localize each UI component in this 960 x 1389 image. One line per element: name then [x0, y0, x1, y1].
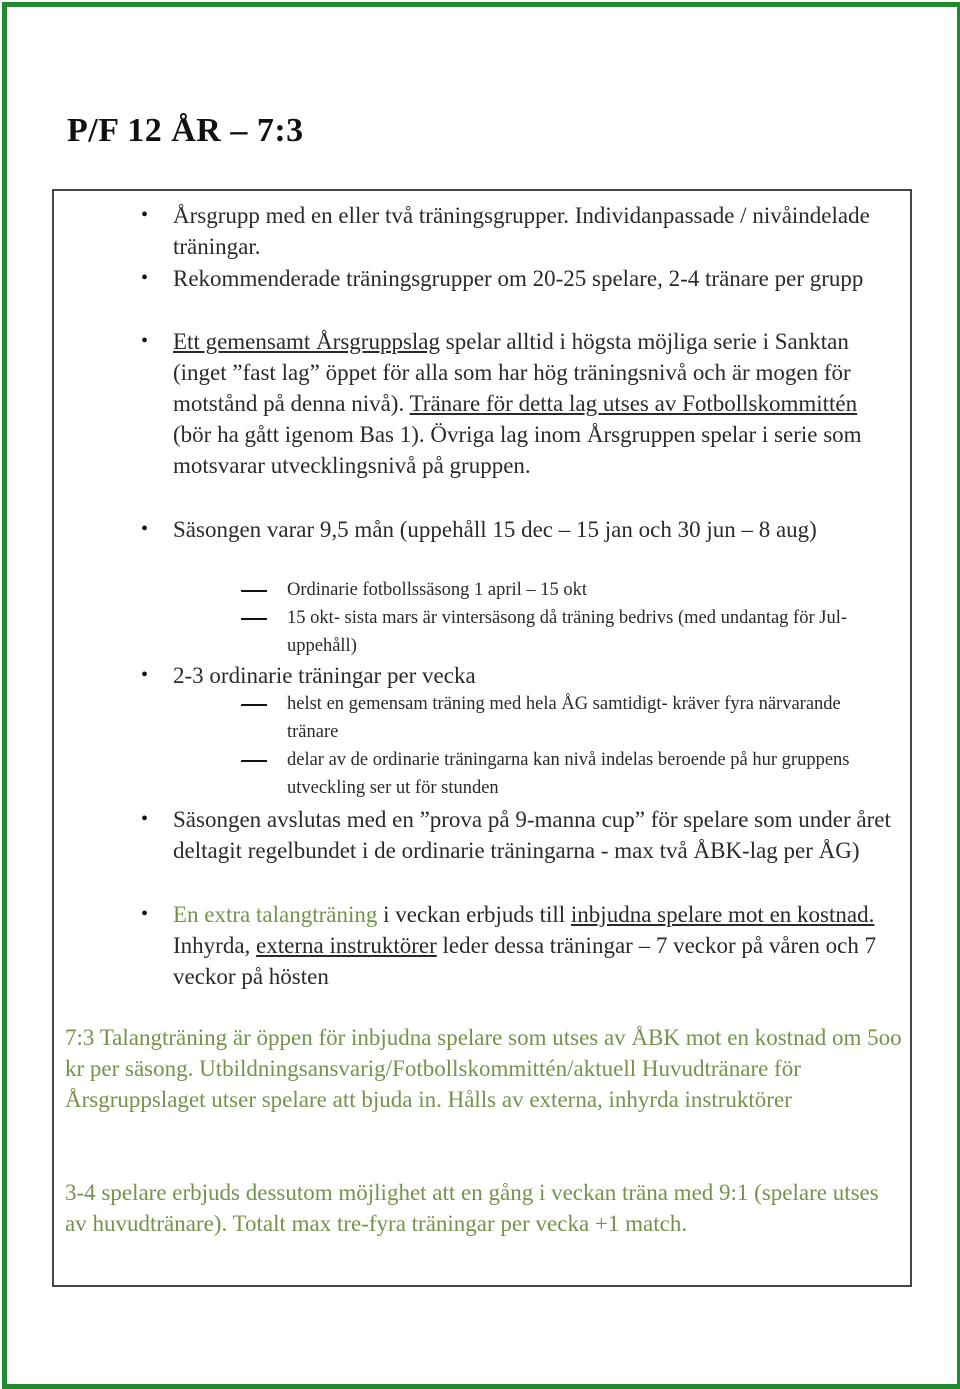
bullet-icon: • — [141, 808, 149, 830]
talent-training-note: 7:3 Talangträning är öppen för inbjudna spelare som utses av ÅBK mot en kostnad om 5oo kr per säsong. Utbildningsansvarig/Fotbollskommittén/aktuell Huvudtränare för Årsgruppslaget utser spelare att bjuda in. Hålls av externa, inhyrda instruktörer — [65, 1025, 902, 1112]
bullet-icon: • — [141, 903, 149, 925]
bullet-text: (bör ha gått igenom Bas 1). Övriga lag inom Årsgruppen spelar i serie som motsvarar utvecklingsnivå på gruppen. — [173, 422, 862, 478]
sub-item-training-2 — [287, 746, 877, 802]
bullet-icon: • — [141, 267, 149, 289]
highlighted-team-text: Ett gemensamt Årsgruppslag — [173, 329, 441, 354]
sub-item-text: delar av de ordinarie träningarna kan nivå indelas beroende på hur gruppens utveckling ser ut för stunden — [287, 750, 850, 798]
sub-item-text: helst en gemensam träning med hela ÅG samtidigt- kräver fyra närvarande tränare — [287, 694, 841, 742]
bullet-icon: • — [141, 518, 149, 540]
external-instructors-text: externa instruktörer — [256, 933, 437, 958]
bullet-icon: • — [141, 204, 149, 226]
bullet-icon: • — [141, 664, 149, 686]
bullet-item-2 — [141, 263, 893, 294]
bullet-text: Inhyrda, — [173, 933, 257, 958]
bullet-text: Säsongen varar 9,5 mån (uppehåll 15 dec – 15 jan och 30 jun – 8 aug) — [173, 517, 817, 542]
bullet-text: 2-3 ordinarie träningar per vecka — [173, 663, 476, 688]
sub-item-season-2 — [287, 604, 877, 660]
sub-item-text: Ordinarie fotbollssäsong 1 april – 15 okt — [287, 580, 588, 600]
bullet-item-1 — [141, 200, 893, 262]
sub-item-text: 15 okt- sista mars är vintersäsong då träning bedrivs (med undantag för Jul-uppehåll) — [287, 608, 848, 656]
dash-icon — [241, 590, 267, 592]
extra-training-note: 3-4 spelare erbjuds dessutom möjlighet att en gång i veckan träna med 9:1 (spelare utses av huvudtränare). Totalt max tre-fyra träningar per vecka +1 match. — [65, 1180, 879, 1236]
bullet-item-6 — [141, 804, 893, 866]
talent-training-text: En extra talangträning — [173, 902, 378, 927]
bullet-icon: • — [141, 330, 149, 352]
bullet-text: spelar alltid i högsta möjliga serie i Sanktan (inget ”fast lag” öppet för alla som har hög träningsnivå och är mogen för motstånd på denna nivå). — [173, 329, 851, 416]
bullet-text: i veckan erbjuds till — [377, 902, 571, 927]
bullet-item-4 — [141, 514, 893, 545]
page-title: P/F 12 ÅR – 7:3 — [67, 112, 304, 149]
bullet-text: Årsgrupp med en eller två träningsgrupper. Individanpassade / nivåindelade träningar. — [173, 203, 870, 259]
bullet-item-5 — [141, 660, 893, 691]
bullet-item-7 — [141, 899, 893, 992]
bullet-text: Rekommenderade träningsgrupper om 20-25 spelare, 2-4 tränare per grupp — [173, 266, 864, 291]
dash-icon — [241, 760, 267, 762]
invited-players-text: inbjudna spelare mot en kostnad. — [570, 902, 875, 927]
bullet-item-3 — [141, 326, 893, 481]
coach-appointment-text: Tränare för detta lag utses av Fotbollskommittén — [409, 391, 858, 416]
dash-icon — [241, 704, 267, 706]
dash-icon — [241, 618, 267, 620]
bullet-text: leder dessa träningar – 7 veckor på våren och 7 veckor på hösten — [173, 933, 877, 989]
sub-item-training-1 — [287, 690, 877, 746]
bullet-text: Säsongen avslutas med en ”prova på 9-manna cup” för spelare som under året deltagit regelbundet i de ordinarie träningarna - max två ÅBK-lag per ÅG) — [173, 807, 891, 863]
sub-item-season-1 — [287, 576, 877, 604]
